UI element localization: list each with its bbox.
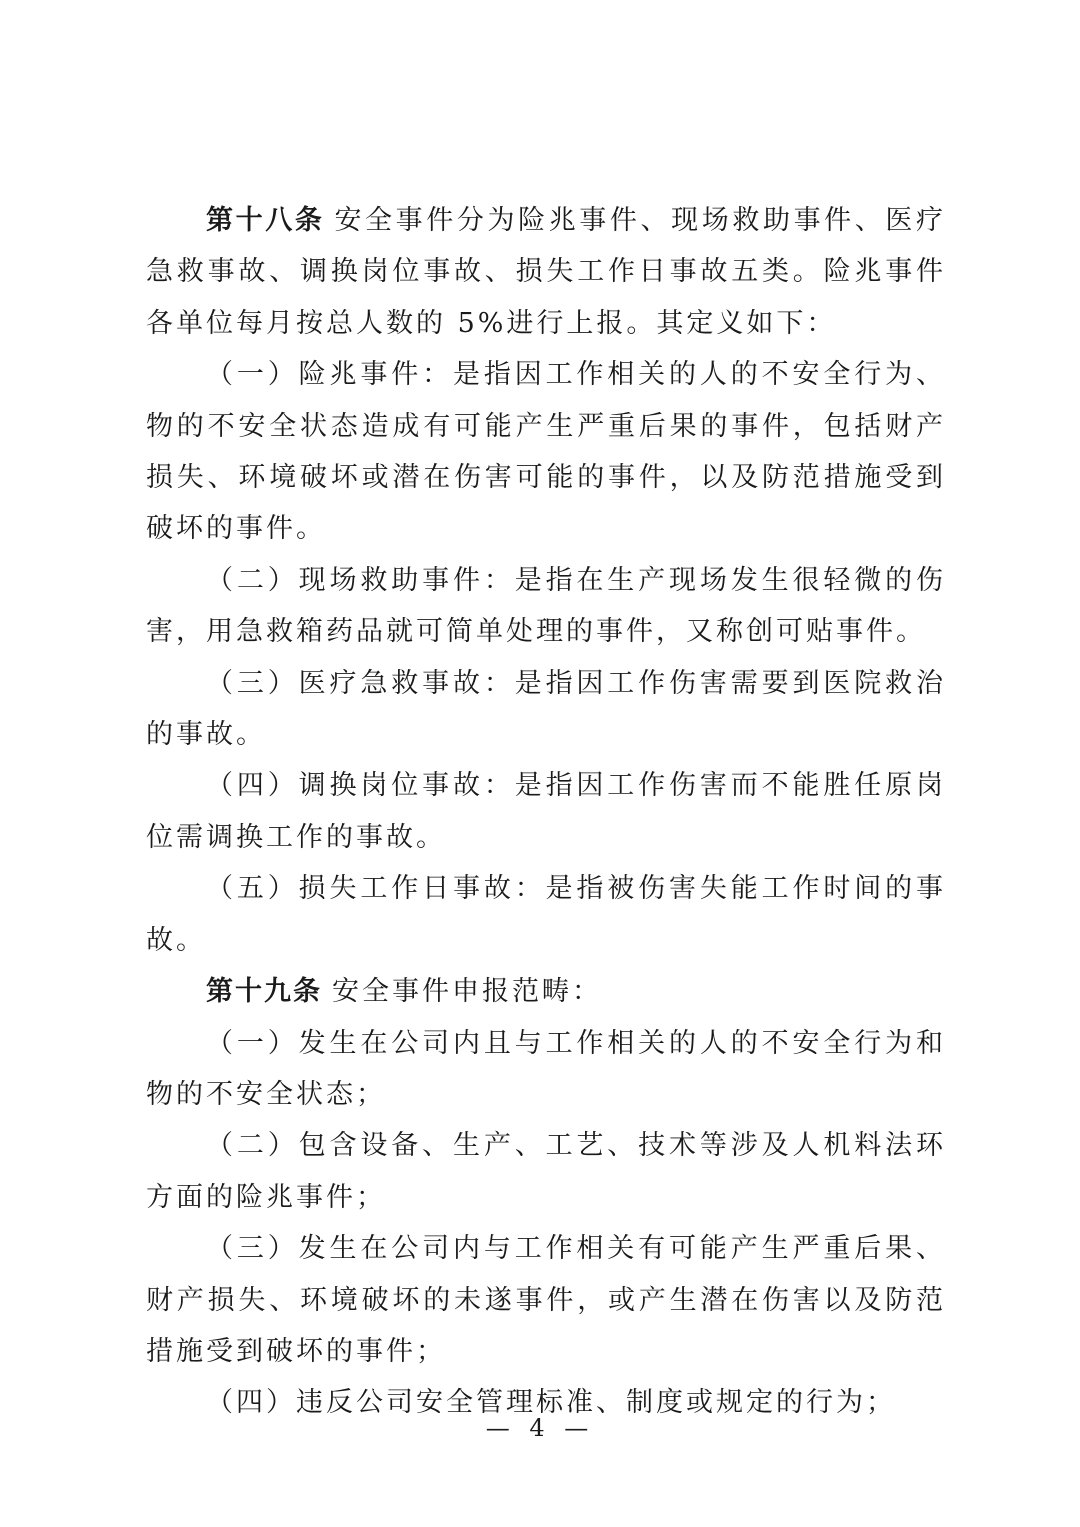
article-19-item-1: （一）发生在公司内且与工作相关的人的不安全行为和物的不安全状态；	[146, 1027, 946, 1110]
article-18-text: 安全事件分为险兆事件、现场救助事件、医疗急救事故、调换岗位事故、损失工作日事故五类。险兆事件各单位每月按总人数的 5%进行上报。其定义如下：	[146, 205, 947, 339]
article-18-item-5: （五）损失工作日事故：是指被伤害失能工作时间的事故。	[146, 873, 946, 956]
article-19-paragraph	[146, 966, 946, 1017]
article-19-item-4: （四）违反公司安全管理标准、制度或规定的行为；	[206, 1387, 896, 1419]
article-18-heading: 第十八条	[206, 205, 325, 236]
article-18-item-4: （四）调换岗位事故：是指因工作伤害而不能胜任原岗位需调换工作的事故。	[146, 770, 946, 853]
article-18-paragraph	[146, 195, 946, 349]
article-19-item-3: （三）发生在公司内与工作相关有可能产生严重后果、财产损失、环境破坏的未遂事件，或产生潜在伤害以及防范措施受到破坏的事件；	[146, 1233, 946, 1367]
article-18-item-2: （二）现场救助事件：是指在生产现场发生很轻微的伤害，用急救箱药品就可简单处理的事件，又称创可贴事件。	[146, 564, 946, 648]
document-body	[146, 195, 946, 1429]
article-19-heading: 第十九条	[206, 976, 322, 1008]
page-number: — 4 —	[485, 1414, 595, 1442]
article-18-item-3: （三）医疗急救事故：是指因工作伤害需要到医院救治的事故。	[146, 667, 946, 751]
article-19-text: 安全事件申报范畴：	[332, 976, 602, 1008]
article-18-item-1: （一）险兆事件：是指因工作相关的人的不安全行为、物的不安全状态造成有可能产生严重后果的事件，包括财产损失、环境破坏或潜在伤害可能的事件，以及防范措施受到破坏的事件。	[146, 359, 946, 545]
article-19-item-2: （二）包含设备、生产、工艺、技术等涉及人机料法环方面的险兆事件；	[146, 1130, 946, 1213]
